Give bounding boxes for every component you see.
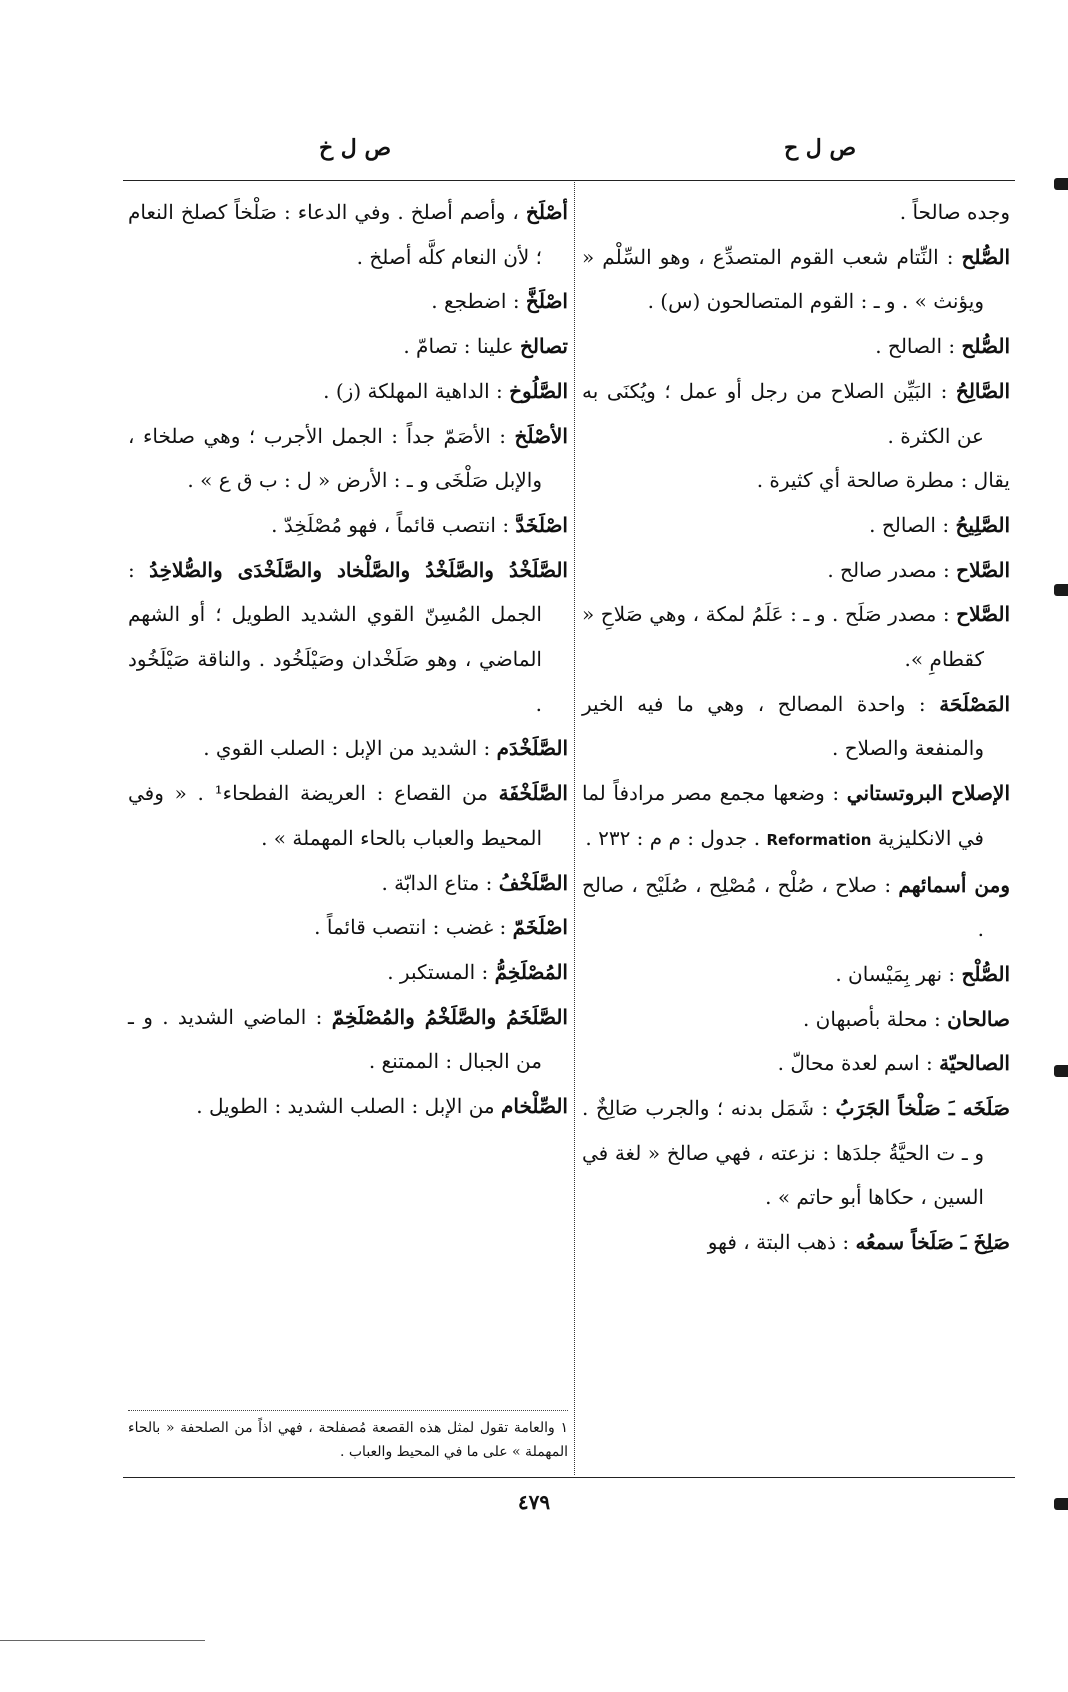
entry-headword: صَلِخَ ـَ صَلَخاً سمعُه [855, 1230, 1010, 1255]
entry-headword: الصُّلْح [961, 961, 1010, 986]
margin-mark [1054, 584, 1068, 596]
page-number: ٤٧٩ [517, 1490, 551, 1514]
entry-headword: الصَّلُوخ [509, 378, 568, 403]
bottom-rule [123, 1477, 1015, 1478]
dictionary-entry [582, 548, 1010, 593]
dictionary-entry [582, 1041, 1010, 1086]
entry-headword: الصِّلْخام [500, 1094, 568, 1119]
dictionary-entry [128, 324, 568, 369]
dictionary-entry [128, 503, 568, 548]
entry-headword: تصالخ [519, 334, 568, 359]
entry-definition: : البَيِّن الصلاح من رجل أو عمل ؛ ويُكنَى به عن الكثرة . [582, 378, 984, 448]
dictionary-entry [582, 369, 1010, 458]
dictionary-entry [128, 548, 568, 727]
entry-definition: يقال : مطرة صالحة أي كثيرة . [756, 468, 1010, 493]
scan-artifact-line [0, 1640, 205, 1641]
entry-headword: اصْلَخَّ [525, 289, 568, 314]
margin-mark [1054, 1498, 1068, 1510]
footnote-rule [128, 1410, 568, 1411]
dictionary-entry [128, 861, 568, 906]
entry-definition: : واحدة المصالح ، وهي ما فيه الخير والمنفعة والصلاح . [582, 691, 984, 761]
footnote: ١ والعامة تقول لمثل هذه القصعة مُصفلحة ، فهي اذاً من الصلحفة « بالحاء المهملة » على ما في المحيط والعباب . [128, 1420, 568, 1460]
column-header-right: ص ل ح [783, 135, 857, 161]
entry-definition: علينا : تصامّ . [403, 334, 520, 359]
entry-headword: اصْلَخَمّ [512, 915, 568, 940]
dictionary-entry [582, 952, 1010, 997]
entry-headword: اصْلَخَدَّ [515, 512, 568, 537]
margin-mark [1054, 178, 1068, 190]
column-divider [574, 182, 575, 1475]
entry-definition: : الصالح . [869, 512, 956, 537]
entry-definition: من الإبل : الصلب الشديد : الطويل . [196, 1094, 501, 1119]
dictionary-entry [128, 771, 568, 860]
entry-headword: الصالحيّة [939, 1051, 1010, 1076]
entry-definition: وجده صالحاً . [899, 200, 1010, 224]
entry-headword: المَصْلَحَة [939, 691, 1010, 716]
entry-headword: ومن أسمائهم [898, 872, 1011, 897]
dictionary-entry [128, 1084, 568, 1129]
margin-mark [1054, 1065, 1068, 1077]
entry-headword: الصُّلح [961, 334, 1010, 359]
entry-definition: : الصالح . [875, 334, 962, 359]
dictionary-entry [582, 324, 1010, 369]
dictionary-entry [582, 190, 1010, 235]
entry-definition: : نهر بِمَيْسان . [835, 961, 962, 986]
entry-definition: : صلاح ، صُلْح ، مُصْلِح ، صُلَيْح ، صالح . [582, 872, 984, 942]
entry-headword: الصَّلِيحُ [955, 512, 1010, 537]
dictionary-entry [582, 1086, 1010, 1220]
entry-headword: الصَّلاح [956, 557, 1010, 582]
dictionary-entry [582, 682, 1010, 771]
entry-definition: ، وأصم أصلخ . وفي الدعاء : صَلْخاً كصلخ النعام ؛ لأن النعام كلَّه أصلخ . [128, 200, 542, 269]
left-column [128, 190, 568, 1129]
entry-definition: : شَمَل بدنه ؛ والجرب صَالِخٌ . و ـ ت الحيَّةُ جلدَها : نزعته ، فهي صالخ « لغة في السين ، حكاها أبو حاتم » . [582, 1096, 984, 1210]
entry-definition: : الداهية المهلكة (ز) . [323, 378, 510, 403]
dictionary-entry [128, 726, 568, 771]
dictionary-entry [128, 279, 568, 324]
entry-headword: أصْلَخ [525, 200, 568, 224]
entry-headword: الصَّلَخَمُ والصَّلَخْمُ والمُصْلَخِمّ [331, 1004, 568, 1029]
entry-headword: صَلَخَه ـَ صَلْخاً الجَرَبُ [835, 1096, 1011, 1121]
entry-definition: : مصدر صالح . [827, 557, 957, 582]
dictionary-entry [128, 995, 568, 1084]
entry-definition: : انتصب قائماً ، فهو مُصْلَخِدّ . [271, 512, 516, 537]
entry-headword: الصَّلاح [956, 602, 1010, 627]
entry-definition: : وضعها مجمع مصر مرادفاً لما في الانكليزية [582, 781, 984, 850]
entry-definition: : متاع الدابّة . [381, 870, 499, 895]
entry-headword: الأصْلَخ [514, 423, 568, 448]
entry-definition: : غضب : انتصب قائماً . [314, 915, 513, 940]
entry-headword: الصَّلَخْفَة [498, 781, 568, 806]
dictionary-entry [128, 950, 568, 995]
entry-headword: الصَّالِحُ [955, 378, 1010, 403]
entry-headword: صالحان [947, 1006, 1010, 1031]
dictionary-entry [582, 997, 1010, 1042]
dictionary-entry [582, 1220, 1010, 1265]
entry-headword: الصُّلح [961, 244, 1010, 269]
dictionary-entry [128, 414, 568, 503]
entry-headword: الإصلاح البروتستاني [846, 781, 1010, 806]
entry-definition: من القصاع : العريضة الفطحاء¹ . « وفي المحيط والعباب بالحاء المهملة » . [128, 781, 542, 850]
entry-latin-term: Reformation [766, 830, 872, 849]
entry-definition: : المستكبر . [387, 959, 495, 984]
entry-headword: الصَّلَخْفُ [498, 870, 568, 895]
dictionary-entry [582, 863, 1010, 952]
dictionary-entry [582, 458, 1010, 503]
entry-definition: : ذهب البتة ، فهو [707, 1230, 856, 1255]
entry-definition: : الجمل المُسِنّ القوي الشديد الطويل ؛ أو الشهم الماضي ، وهو صَلَخْدان وصَيْلَخُود . والناقة صَيْلَخُود . [128, 557, 542, 716]
entry-definition: : اضطجع . [431, 289, 526, 314]
entry-headword: المُصْلَخِمُّ [494, 959, 568, 984]
right-column [582, 190, 1010, 1265]
dictionary-entry [582, 771, 1010, 862]
dictionary-entry [582, 235, 1010, 324]
entry-definition: : الشديد من الإبل : الصلب القوي . [203, 736, 497, 761]
entry-definition-tail: . جدول : م م : ٢٣٢ . [585, 825, 767, 850]
dictionary-entry [582, 592, 1010, 681]
dictionary-entry [582, 503, 1010, 548]
entry-headword: الصَّلَخْدُ والصَّلَخْدُ والصَّلْخاد والصَّلَخْدَى والصُّلاخِدُ [149, 557, 568, 582]
dictionary-entry [128, 369, 568, 414]
entry-headword: الصَّلَخْدَم [496, 736, 568, 761]
column-header-left: ص ل خ [318, 135, 392, 161]
entry-definition: : الماضي الشديد . و ـ من الجبال : الممتنع . [128, 1004, 542, 1074]
entry-definition: : الأصَمّ جداً : الجمل الأجرب ؛ وهي صلخاء ، والإبل صَلْخَى و ـ : الأرض « ل : ب ق ع » . [128, 423, 542, 493]
entry-definition: : اسم لعدة محالّ . [777, 1051, 940, 1076]
dictionary-entry [128, 190, 568, 279]
entry-definition: : مصدر صَلَح . و ـ : عَلَمُ لمكة ، وهي صَلاحِ « كقطامِ ». [582, 602, 984, 672]
top-rule [123, 180, 1015, 181]
dictionary-entry [128, 905, 568, 950]
entry-definition: : النِّتام شعب القوم المتصدِّع ، وهو السِّلْم « ويؤنث » . و ـ : القوم المتصالحون (س) . [582, 244, 984, 314]
entry-definition: : محلة بأصبهان . [802, 1006, 948, 1031]
